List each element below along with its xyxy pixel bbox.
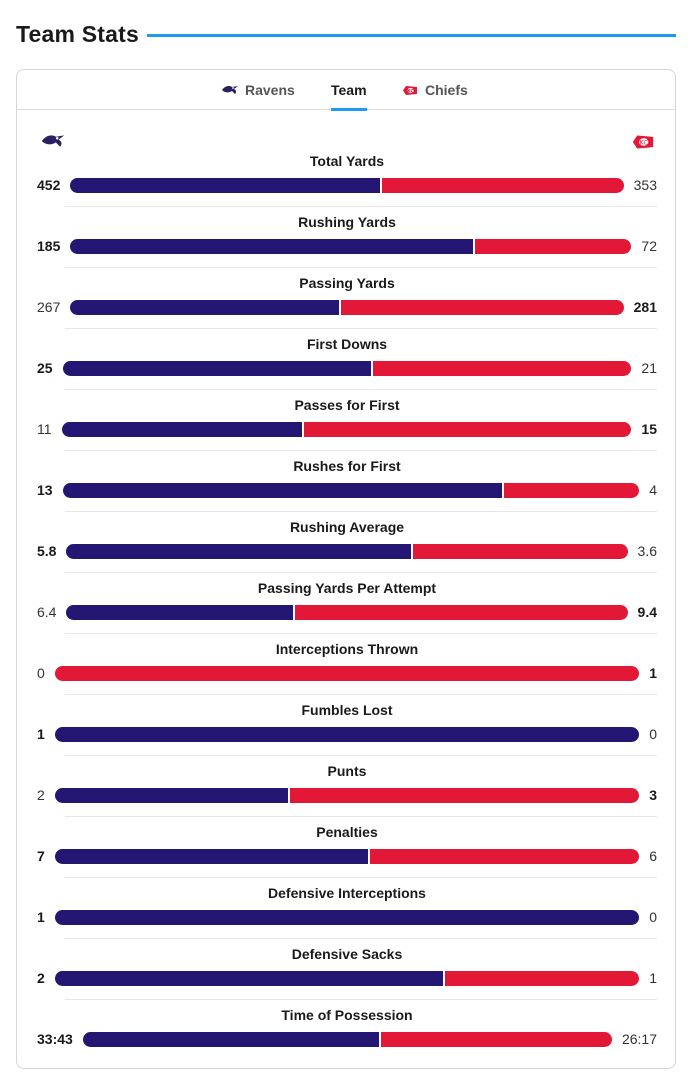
home-bar-segment (381, 1032, 612, 1047)
page-title: Team Stats (16, 20, 140, 47)
away-value: 1 (37, 909, 45, 925)
stat-row (17, 763, 677, 824)
stat-label: Defensive Interceptions (268, 885, 426, 901)
away-bar-segment (55, 727, 639, 742)
home-value: 3.6 (637, 543, 657, 559)
stat-bar (55, 727, 639, 742)
team-logos-row (41, 134, 655, 154)
stat-label: First Downs (306, 336, 388, 352)
stat-row (17, 1007, 677, 1068)
stat-label: Time of Possession (281, 1007, 413, 1023)
team-tabs (17, 70, 675, 110)
home-value: 72 (641, 238, 657, 254)
stat-bar (55, 849, 639, 864)
away-value: 0 (37, 665, 45, 681)
stat-row (17, 641, 677, 702)
stat-row (17, 153, 677, 214)
away-value: 2 (37, 970, 45, 986)
row-divider (65, 816, 657, 817)
row-divider (65, 389, 657, 390)
home-bar-segment (504, 483, 639, 498)
stat-bar (66, 605, 627, 620)
stat-row (17, 336, 677, 397)
home-value: 9.4 (637, 604, 657, 620)
home-value: 6 (649, 848, 657, 864)
tab-ravens[interactable] (222, 70, 295, 110)
stat-label: Fumbles Lost (301, 702, 393, 718)
row-divider (65, 450, 657, 451)
away-value: 33:43 (37, 1031, 73, 1047)
away-value: 6.4 (37, 604, 57, 620)
stat-label: Rushing Yards (298, 214, 396, 230)
chiefs-logo-icon (631, 134, 655, 155)
stat-bar (55, 666, 639, 681)
stat-label: Passes for First (294, 397, 400, 413)
team-stats-card (16, 69, 676, 1069)
away-bar-segment (70, 239, 472, 254)
title-accent-rule (147, 34, 676, 37)
stat-bar (63, 483, 640, 498)
stat-row (17, 275, 677, 336)
stat-label: Passing Yards (299, 275, 395, 291)
stat-bar (70, 178, 623, 193)
row-divider (65, 267, 657, 268)
away-bar-segment (55, 971, 443, 986)
stat-bar (63, 361, 632, 376)
away-value: 185 (37, 238, 61, 254)
home-bar-segment (445, 971, 639, 986)
home-value: 3 (649, 787, 657, 803)
tab-chiefs-label: Chiefs (425, 82, 468, 98)
ravens-logo-icon (222, 85, 238, 95)
chiefs-logo-icon (402, 85, 418, 96)
home-value: 0 (649, 909, 657, 925)
stat-label: Rushes for First (293, 458, 401, 474)
stat-row (17, 580, 677, 641)
row-divider (65, 694, 657, 695)
away-value: 267 (37, 299, 61, 315)
stat-bar (70, 300, 623, 315)
home-value: 1 (649, 970, 657, 986)
stat-row (17, 519, 677, 580)
home-bar-segment (370, 849, 639, 864)
home-bar-segment (373, 361, 632, 376)
away-bar-segment (70, 178, 380, 193)
stat-bar (55, 910, 639, 925)
ravens-logo-icon (41, 134, 65, 153)
away-bar-segment (66, 544, 411, 559)
home-value: 15 (641, 421, 657, 437)
stat-row (17, 458, 677, 519)
stat-label: Total Yards (309, 153, 385, 169)
home-value: 26:17 (621, 1031, 657, 1047)
away-bar-segment (70, 300, 339, 315)
away-value: 13 (37, 482, 53, 498)
stat-bar (62, 422, 632, 437)
stat-label: Punts (327, 763, 367, 779)
stat-row (17, 702, 677, 763)
home-bar-segment (290, 788, 639, 803)
stat-bar (55, 788, 639, 803)
stat-row (17, 946, 677, 1007)
away-bar-segment (66, 605, 292, 620)
home-bar-segment (382, 178, 624, 193)
home-bar-segment (341, 300, 624, 315)
home-value: 281 (633, 299, 657, 315)
row-divider (65, 328, 657, 329)
row-divider (65, 511, 657, 512)
away-bar-segment (62, 422, 302, 437)
stat-bar (83, 1032, 612, 1047)
tab-team-label: Team (331, 82, 367, 98)
home-bar-segment (295, 605, 628, 620)
away-value: 2 (37, 787, 45, 803)
stat-row (17, 397, 677, 458)
section-header (16, 18, 676, 50)
stat-row (17, 885, 677, 946)
away-value: 1 (37, 726, 45, 742)
home-value: 21 (641, 360, 657, 376)
away-value: 11 (37, 421, 52, 437)
home-value: 353 (633, 177, 657, 193)
row-divider (65, 755, 657, 756)
row-divider (65, 572, 657, 573)
tab-chiefs[interactable] (402, 70, 468, 110)
away-bar-segment (63, 483, 502, 498)
away-bar-segment (55, 788, 288, 803)
row-divider (65, 206, 657, 207)
away-value: 5.8 (37, 543, 57, 559)
svg-text:KC: KC (407, 88, 414, 94)
stat-bar (70, 239, 631, 254)
away-value: 25 (37, 360, 53, 376)
away-value: 452 (37, 177, 61, 193)
svg-text:KC: KC (639, 138, 648, 147)
home-value: 4 (649, 482, 657, 498)
stat-label: Defensive Sacks (291, 946, 403, 962)
stat-label: Interceptions Thrown (275, 641, 419, 657)
stat-row (17, 824, 677, 885)
row-divider (65, 999, 657, 1000)
away-bar-segment (55, 849, 369, 864)
row-divider (65, 938, 657, 939)
stat-bar (66, 544, 627, 559)
home-bar-segment (304, 422, 632, 437)
stat-label: Penalties (316, 824, 378, 840)
stat-row (17, 214, 677, 275)
stat-label: Rushing Average (289, 519, 405, 535)
tab-ravens-label: Ravens (245, 82, 295, 98)
stat-bar (55, 971, 639, 986)
stat-label: Passing Yards Per Attempt (257, 580, 437, 596)
away-bar-segment (63, 361, 371, 376)
away-value: 7 (37, 848, 45, 864)
home-bar-segment (475, 239, 632, 254)
home-bar-segment (55, 666, 639, 681)
away-bar-segment (83, 1032, 379, 1047)
row-divider (65, 877, 657, 878)
home-bar-segment (413, 544, 627, 559)
row-divider (65, 633, 657, 634)
home-value: 1 (649, 665, 657, 681)
away-bar-segment (55, 910, 639, 925)
home-value: 0 (649, 726, 657, 742)
tab-team[interactable] (331, 70, 367, 110)
